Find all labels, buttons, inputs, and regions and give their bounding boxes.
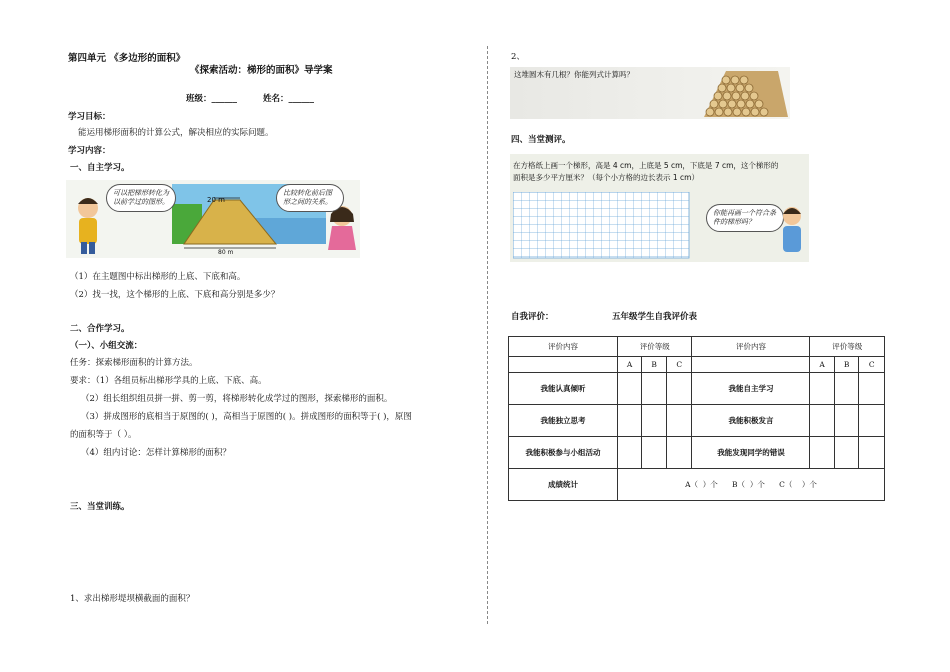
boy-leg [81, 242, 87, 254]
summary-row [509, 469, 885, 501]
grid-question [513, 160, 778, 184]
logs-image [510, 67, 790, 119]
exercise-1: 1、求出梯形堤坝横截面的面积？ [70, 594, 195, 604]
page-divider [487, 46, 488, 624]
grid-speech-bubble: 你能再画一个符合条件的梯形吗？ [706, 204, 784, 232]
boy-leg [89, 242, 95, 254]
criterion: 我能独立思考 [509, 405, 618, 437]
goals-heading: 学习目标： [68, 112, 111, 122]
grade-cell[interactable] [834, 373, 859, 405]
grade-cell[interactable] [834, 405, 859, 437]
unit-title: 第四单元 《多边形的面积》 [68, 53, 186, 64]
coop-heading: 二、合作学习。 [70, 324, 130, 334]
grade-cell[interactable] [810, 405, 834, 437]
header-content: 评价内容 [692, 337, 810, 357]
grade-cell[interactable] [618, 437, 642, 469]
summary-value: A（ ）个 B（ ）个 C（ ）个 [618, 469, 885, 501]
class-label: 班级： [186, 94, 212, 104]
grade-cell[interactable] [666, 437, 692, 469]
grade-cell[interactable] [618, 373, 642, 405]
table-row [509, 405, 885, 437]
grade-letter-row [509, 357, 885, 373]
criterion: 我能认真倾听 [509, 373, 618, 405]
grid-question-line-2: 面积是多少平方厘米？（每个小方格的边长表示 1 cm） [513, 173, 699, 182]
criterion: 我能积极参与小组活动 [509, 437, 618, 469]
grade-cell[interactable] [642, 405, 667, 437]
training-heading: 三、当堂训练。 [70, 502, 130, 512]
grade-cell[interactable] [834, 437, 859, 469]
bottom-base-label: 80 m [218, 249, 234, 256]
speech-bubble-left: 可以把梯形转化为以前学过的图形。 [106, 184, 176, 212]
grid-question-line-1: 在方格纸上画一个梯形，高是 4 cm，上底是 5 cm，下底是 7 cm，这个梯形的 [513, 161, 779, 170]
header-grade: 评价等级 [810, 337, 885, 357]
task-text: 任务：探索梯形面积的计算方法。 [70, 358, 198, 368]
requirement-4: （4）组内讨论：怎样计算梯形的面积？ [81, 448, 231, 458]
header-grade: 评价等级 [618, 337, 692, 357]
name-label: 姓名： [262, 94, 289, 104]
grade-cell[interactable] [618, 405, 642, 437]
group-heading: （一）、小组交流： [70, 341, 143, 351]
class-blank: ______ [211, 94, 238, 104]
content-heading: 学习内容： [68, 146, 111, 156]
grade-cell[interactable] [666, 373, 692, 405]
square-grid [513, 192, 693, 260]
requirement-3-cont: 的面积等于（ ）。 [70, 430, 137, 440]
exercise-2-number: 2、 [511, 52, 525, 62]
boy-body [79, 218, 97, 244]
grade-cell[interactable] [859, 437, 885, 469]
goals-text: 能运用梯形面积的计算公式，解决相应的实际问题。 [78, 128, 274, 138]
child-figure [778, 204, 806, 258]
header-content: 评价内容 [509, 337, 618, 357]
test-heading: 四、当堂测评。 [511, 135, 571, 145]
criterion: 我能发现同学的错误 [692, 437, 810, 469]
table-row [509, 437, 885, 469]
eval-table-title: 五年级学生自我评价表 [612, 312, 698, 322]
question-2: （2）找一找，这个梯形的上底、下底和高分别是多少？ [70, 290, 280, 300]
requirement-2: （2）组长组织组员拼一拼、剪一剪，将梯形转化成学过的图形，探索梯形的面积。 [81, 394, 393, 404]
table-header-row [509, 337, 885, 357]
dam-illustration [66, 180, 360, 258]
grade-cell[interactable] [859, 373, 885, 405]
grade-cell[interactable] [642, 373, 667, 405]
summary-label: 成绩统计 [509, 469, 618, 501]
question-1: （1）在主题图中标出梯形的上底、下底和高。 [70, 272, 246, 282]
boy-hair [78, 198, 98, 204]
log-pile [696, 67, 790, 119]
grade-cell[interactable] [810, 373, 834, 405]
self-study-heading: 一、自主学习。 [70, 163, 130, 173]
top-base-label: 20 m [207, 196, 225, 204]
self-eval-table [508, 336, 885, 501]
speech-bubble-right: 比较转化前后图形之间的关系。 [276, 184, 344, 212]
girl-dress [328, 226, 356, 250]
requirement-3: （3）拼成图形的底相当于原图的( )，高相当于原图的( )。拼成图形的面积等于( )，原图 [81, 412, 412, 422]
criterion: 我能积极发言 [692, 405, 810, 437]
requirement-1: 要求：（1）各组员标出梯形学具的上底、下底、高。 [70, 376, 267, 386]
grade-cell[interactable] [642, 437, 667, 469]
grade-b: B [834, 357, 859, 373]
name-blank: ______ [288, 94, 314, 104]
logs-question: 这堆圆木有几根？你能列式计算吗？ [514, 70, 634, 79]
grid-exercise-image [510, 154, 809, 262]
grade-c: C [859, 357, 885, 373]
grade-b: B [642, 357, 667, 373]
grade-cell[interactable] [666, 405, 692, 437]
grade-cell[interactable] [859, 405, 885, 437]
table-row [509, 373, 885, 405]
criterion: 我能自主学习 [692, 373, 810, 405]
self-eval-label: 自我评价： [511, 312, 554, 322]
grade-cell[interactable] [810, 437, 834, 469]
grade-a: A [810, 357, 834, 373]
grade-a: A [618, 357, 642, 373]
class-field [186, 94, 314, 105]
grade-c: C [666, 357, 692, 373]
lesson-title: 《探索活动：梯形的面积》导学案 [190, 65, 333, 76]
